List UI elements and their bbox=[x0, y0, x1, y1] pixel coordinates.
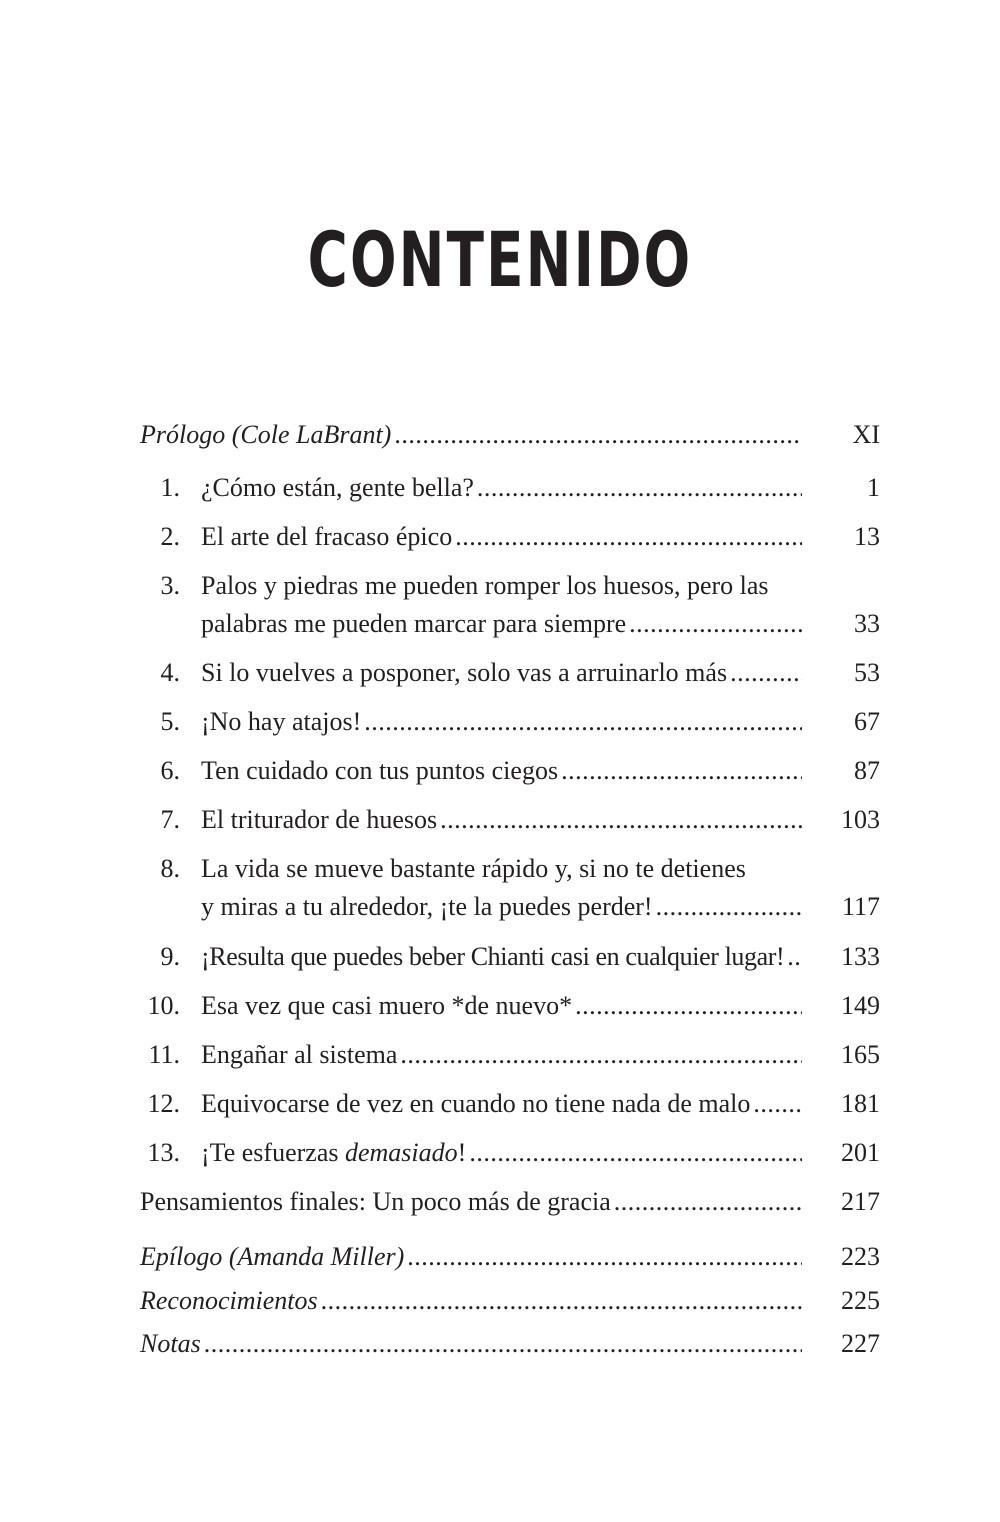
chapter-number: 13. bbox=[147, 1138, 180, 1167]
dot-leader bbox=[204, 1325, 802, 1363]
toc-entry-title: Esa vez que casi muero *de nuevo* bbox=[201, 991, 573, 1020]
toc-page-number: 225 bbox=[841, 1286, 880, 1315]
toc-page-number: 87 bbox=[854, 756, 880, 785]
toc-page-number: XI bbox=[852, 420, 880, 449]
toc-entry-title: Palos y piedras me pueden romper los huesos, pero las bbox=[201, 571, 769, 600]
toc-entry-title: Prólogo (Cole LaBrant) bbox=[140, 420, 392, 449]
toc-page-number: 117 bbox=[841, 892, 880, 921]
chapter-number: 12. bbox=[147, 1089, 180, 1118]
toc-entry-title: Epílogo (Amanda Miller) bbox=[140, 1242, 405, 1271]
toc-entry-title: La vida se mueve bastante rápido y, si no te detienes bbox=[201, 854, 746, 883]
dot-leader bbox=[469, 1134, 802, 1172]
dot-leader bbox=[440, 801, 802, 839]
toc-page-number: 223 bbox=[841, 1242, 880, 1271]
chapter-number: 7. bbox=[160, 805, 180, 834]
toc-entry-title: El triturador de huesos bbox=[201, 805, 438, 834]
dot-leader bbox=[561, 752, 802, 790]
dot-leader bbox=[407, 1238, 802, 1276]
chapter-number: 1. bbox=[160, 473, 180, 502]
chapter-number: 4. bbox=[160, 658, 180, 687]
toc-page-number: 181 bbox=[841, 1089, 880, 1118]
title-part: ! bbox=[457, 1138, 467, 1167]
dot-leader bbox=[575, 987, 802, 1025]
dot-leader bbox=[614, 1183, 802, 1221]
toc-entry-title: Reconocimientos bbox=[140, 1286, 318, 1315]
dot-leader bbox=[477, 469, 802, 507]
toc-entry-title: Si lo vuelves a posponer, solo vas a arruinarlo más bbox=[201, 658, 728, 687]
dot-leader bbox=[364, 703, 802, 741]
toc-entry-title: ¡No hay atajos! bbox=[201, 707, 362, 736]
toc-page-number: 217 bbox=[841, 1187, 880, 1216]
dot-leader bbox=[400, 1036, 802, 1074]
dot-leader bbox=[321, 1282, 802, 1320]
toc-page-number: 33 bbox=[854, 609, 880, 638]
toc-page-number: 201 bbox=[841, 1138, 880, 1167]
toc-entry-title bbox=[201, 1134, 466, 1172]
toc-entry-title: Ten cuidado con tus puntos ciegos bbox=[201, 756, 559, 785]
toc-page-number: 165 bbox=[841, 1040, 880, 1069]
dot-leader bbox=[656, 888, 802, 926]
toc-page-number: 103 bbox=[841, 805, 880, 834]
chapter-number: 9. bbox=[160, 942, 180, 971]
chapter-number: 6. bbox=[160, 756, 180, 785]
chapter-number: 10. bbox=[147, 991, 180, 1020]
dot-leader bbox=[730, 654, 802, 692]
chapter-number: 3. bbox=[160, 571, 180, 600]
toc-entry-title: El arte del fracaso épico bbox=[201, 522, 453, 551]
toc-page-number: 1 bbox=[867, 473, 880, 502]
chapter-number: 8. bbox=[160, 854, 180, 883]
chapter-number: 2. bbox=[160, 522, 180, 551]
toc-page-number: 227 bbox=[841, 1329, 880, 1358]
toc-page-number: 133 bbox=[841, 942, 880, 971]
toc-entry-title: Engañar al sistema bbox=[201, 1040, 398, 1069]
toc-entry-title: Pensamientos finales: Un poco más de gracia bbox=[140, 1187, 611, 1216]
toc-entry-title: ¡Resulta que puedes beber Chianti casi en cualquier lugar! bbox=[201, 942, 785, 971]
title-part: ¡Te esfuerzas bbox=[201, 1138, 345, 1167]
page-title: CONTENIDO bbox=[307, 215, 693, 304]
toc-entry-title-continued: y miras a tu alrededor, ¡te la puedes perder! bbox=[201, 892, 653, 921]
toc-page-number: 67 bbox=[854, 707, 880, 736]
toc-page-number: 13 bbox=[854, 522, 880, 551]
title-emphasis: demasiado bbox=[344, 1138, 458, 1167]
dot-leader bbox=[394, 416, 802, 454]
dot-leader bbox=[787, 938, 802, 976]
toc-entry-title: Equivocarse de vez en cuando no tiene nada de malo bbox=[201, 1089, 751, 1118]
chapter-number: 11. bbox=[148, 1040, 180, 1069]
toc-entry-title: Notas bbox=[140, 1329, 201, 1358]
toc-page-number: 149 bbox=[841, 991, 880, 1020]
toc-page-number: 53 bbox=[854, 658, 880, 687]
toc-entry-title-continued: palabras me pueden marcar para siempre bbox=[201, 609, 627, 638]
toc-entry-title: ¿Cómo están, gente bella? bbox=[201, 473, 474, 502]
dot-leader bbox=[455, 518, 802, 556]
chapter-number: 5. bbox=[160, 707, 180, 736]
dot-leader bbox=[753, 1085, 802, 1123]
dot-leader bbox=[629, 605, 802, 643]
